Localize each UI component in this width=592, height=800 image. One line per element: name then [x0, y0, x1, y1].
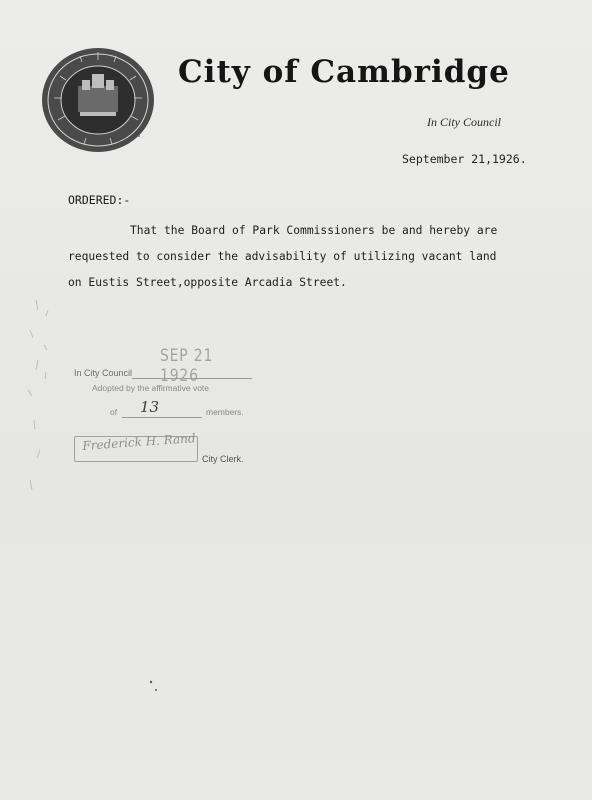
order-body [68, 218, 518, 296]
stamp-rule [122, 417, 202, 418]
stamp-rule [132, 378, 252, 379]
clerk-signature: Frederick H. Rand [82, 431, 196, 453]
stamp-members-label: members. [206, 407, 244, 417]
stamp-date: SEP 21 1926 [160, 346, 214, 386]
document-date: September 21,1926. [402, 152, 527, 166]
stamp-clerk-label: City Clerk. [202, 454, 244, 464]
order-line: on Eustis Street,opposite Arcadia Street. [68, 276, 347, 289]
council-stamp [74, 346, 274, 476]
order-line: That the Board of Park Commissioners be and hereby are [130, 224, 498, 237]
letterhead-title: City of Cambridge [178, 54, 510, 90]
stamp-of-label: of [110, 407, 118, 417]
city-seal-icon [40, 46, 156, 154]
order-line: requested to consider the advisability of utilizing vacant land [68, 250, 497, 263]
stamp-vote-count: 13 [140, 398, 160, 416]
stamp-in-city-council: In City Council [74, 368, 133, 378]
letterhead-subtitle: In City Council [427, 115, 501, 129]
stamp-adopted-text: Adopted by the affirmative vote [92, 383, 210, 393]
ordered-heading: ORDERED:- [68, 193, 131, 207]
